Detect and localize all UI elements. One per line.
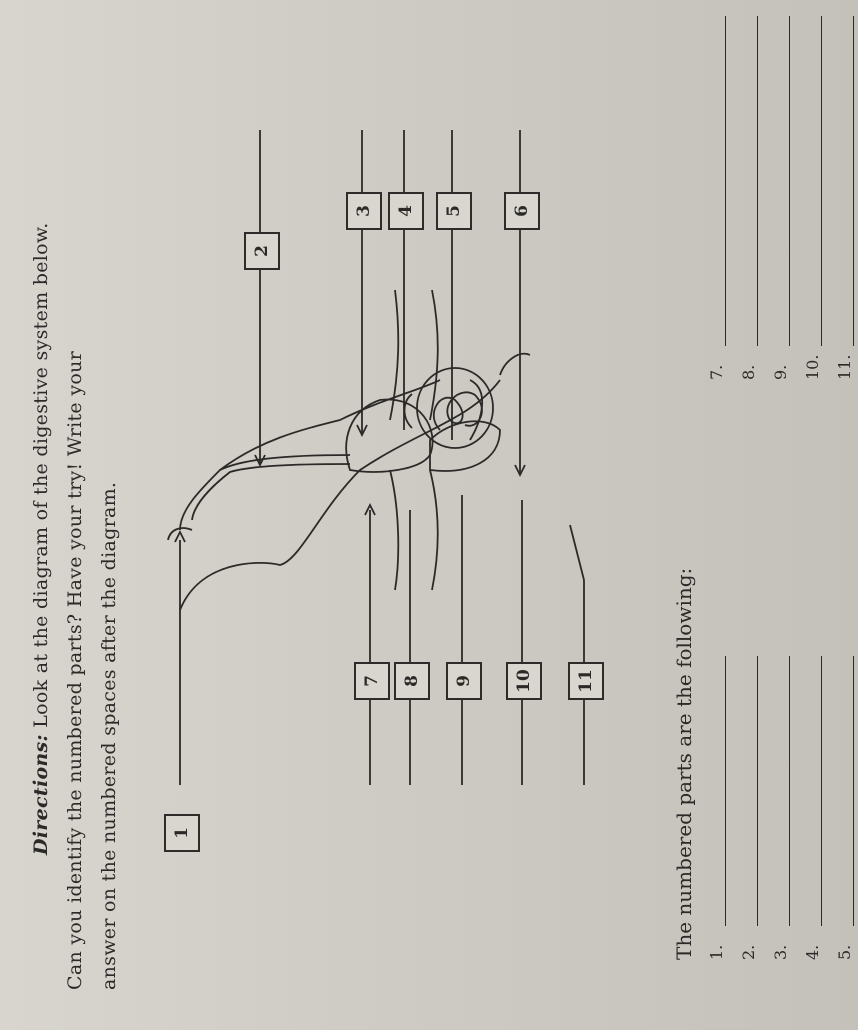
answer-blank-3[interactable] [769,656,790,926]
leader-line-11-end [570,525,584,580]
answer-number: 2. [739,944,758,960]
answer-number: 7. [707,364,726,380]
label-box-7: 7 [354,662,390,700]
answer-number: 10. [803,354,822,380]
directions-line-3: answer on the numbered spaces after the diagram. [98,481,120,990]
answer-number: 11. [835,354,854,380]
answer-blank-11[interactable] [833,16,854,346]
answer-row-10 [801,16,822,380]
arm-right-2 [430,290,438,420]
label-box-10: 10 [506,662,542,700]
arm-left-1 [390,470,398,590]
label-box-3: 3 [346,192,382,230]
label-box-2: 2 [244,232,280,270]
answer-row-8 [737,16,758,380]
label-box-9: 9 [446,662,482,700]
label-box-11: 11 [568,662,604,700]
answer-number: 1. [707,944,726,960]
directions-line-2: Can you identify the numbered parts? Have your try! Write your [64,350,86,990]
directions-text-1: Look at the diagram of the digestive system below. [30,222,52,728]
answer-row-9 [769,16,790,380]
answer-number: 5. [835,944,854,960]
answer-blank-9[interactable] [769,16,790,346]
answer-row-11 [833,16,854,380]
answer-number: 8. [739,364,758,380]
rectum [500,354,530,375]
answer-blank-5[interactable] [833,656,854,926]
answer-blank-2[interactable] [737,656,758,926]
answer-row-2 [737,656,758,960]
answer-blank-4[interactable] [801,656,822,926]
pancreas [405,394,413,428]
answers-title: The numbered parts are the following: [672,567,696,960]
answer-blank-1[interactable] [705,656,726,926]
answer-blank-10[interactable] [801,16,822,346]
answer-blank-8[interactable] [737,16,758,346]
directions-label: Directions: [30,734,52,855]
answer-number: 9. [771,364,790,380]
label-box-8: 8 [394,662,430,700]
label-box-6: 6 [504,192,540,230]
body-outline-right [220,380,440,470]
arm-left-2 [430,470,438,590]
answer-row-1 [705,656,726,960]
answer-number: 4. [803,944,822,960]
label-box-4: 4 [388,192,424,230]
answer-row-3 [769,656,790,960]
small-intestine-lower [470,380,482,440]
answer-row-4 [801,656,822,960]
label-box-5: 5 [436,192,472,230]
answer-blank-7[interactable] [705,16,726,346]
answer-row-5 [833,656,854,960]
label-box-1: 1 [164,814,200,852]
answer-number: 3. [771,944,790,960]
answer-row-7 [705,16,726,380]
